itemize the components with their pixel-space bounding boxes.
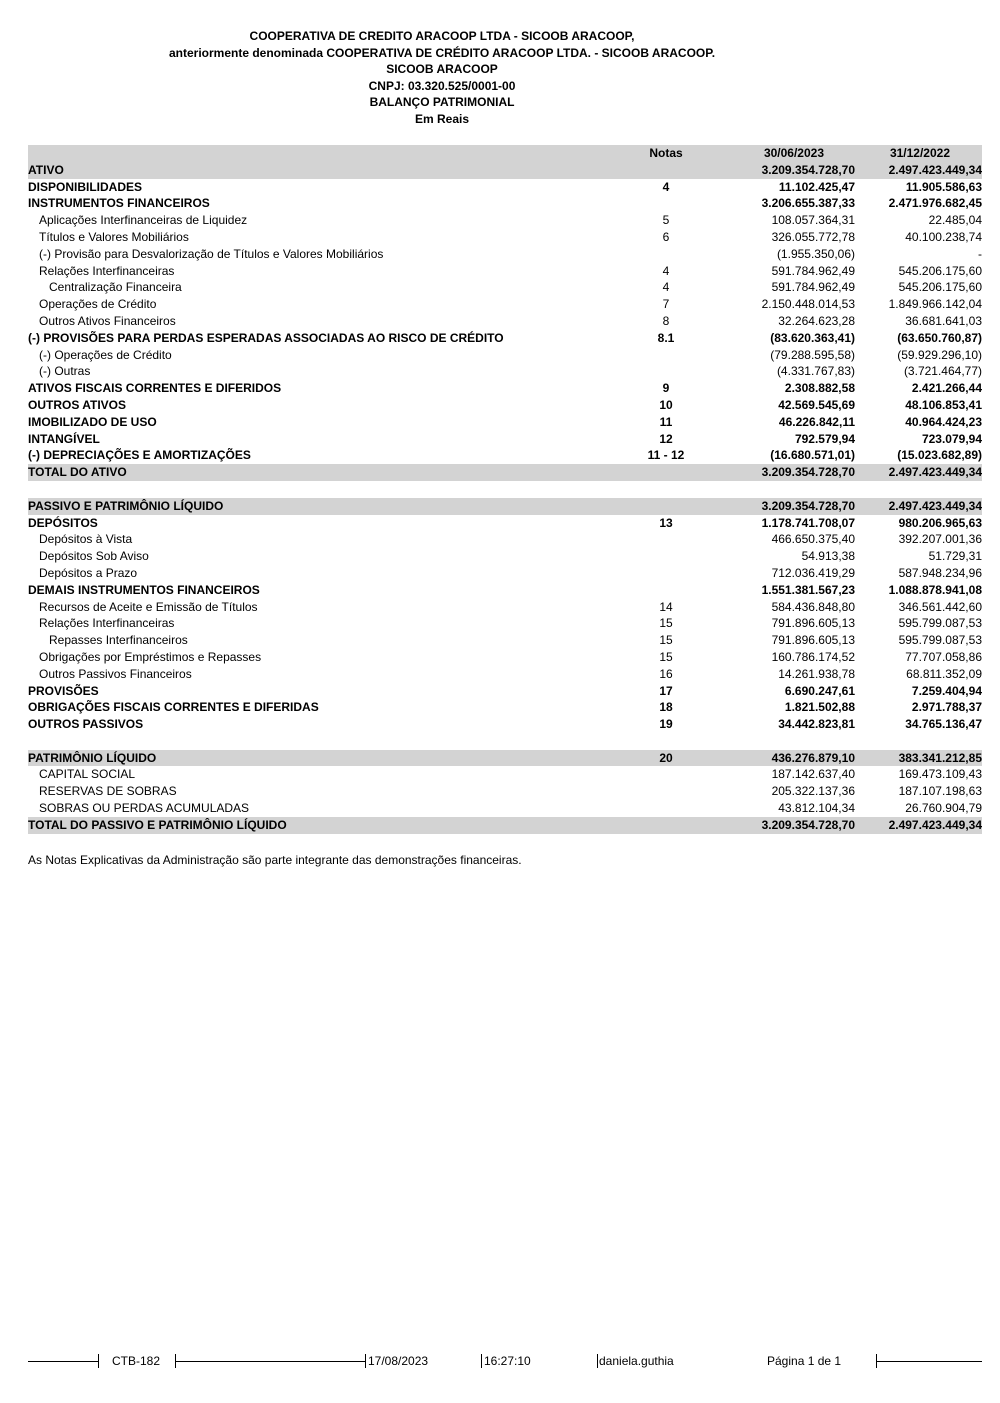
- row-label: DEMAIS INSTRUMENTOS FINANCEIROS: [28, 582, 260, 597]
- table-row: [28, 212, 982, 229]
- row-value-2022: 595.799.087,53: [898, 616, 982, 631]
- row-nota: 19: [659, 717, 673, 732]
- table-row: [28, 464, 982, 481]
- row-nota: 20: [659, 750, 673, 765]
- table-row: [28, 179, 982, 196]
- row-value-2022: 346.561.442,60: [898, 599, 982, 614]
- footer-divider: [98, 1354, 99, 1368]
- row-label: TOTAL DO PASSIVO E PATRIMÔNIO LÍQUIDO: [28, 817, 287, 832]
- row-value-2023: 1.178.741.708,07: [761, 515, 855, 530]
- short-name: SICOOB ARACOOP: [386, 62, 498, 76]
- row-value-2023: 3.209.354.728,70: [761, 162, 855, 177]
- row-nota: 11: [659, 414, 673, 429]
- table-row: [28, 431, 982, 448]
- row-label: Operações de Crédito: [39, 297, 157, 312]
- row-value-2022: 980.206.965,63: [898, 515, 982, 530]
- row-value-2023: (83.620.363,41): [770, 330, 855, 345]
- row-value-2022: 2.497.423.449,34: [888, 498, 982, 513]
- currency-unit: Em Reais: [414, 111, 470, 126]
- row-value-2022: 1.849.966.142,04: [888, 297, 982, 312]
- table-row: [28, 330, 982, 347]
- row-label: OUTROS PASSIVOS: [28, 717, 144, 732]
- row-nota: 4: [662, 263, 670, 278]
- row-value-2022: 723.079,94: [921, 431, 982, 446]
- row-value-2022: 2.421.266,44: [911, 381, 982, 396]
- table-row: [28, 347, 982, 364]
- table-row: [28, 229, 982, 246]
- row-value-2022: (3.721.464,77): [903, 364, 982, 379]
- row-value-2022: 383.341.212,85: [898, 750, 982, 765]
- row-value-2023: 3.206.655.387,33: [761, 196, 855, 211]
- row-value-2022: 169.473.109,43: [898, 767, 982, 782]
- row-value-2023: 792.579,94: [794, 431, 855, 446]
- row-label: INTANGÍVEL: [28, 431, 100, 446]
- row-label: PROVISÕES: [28, 683, 99, 698]
- row-label: Títulos e Valores Mobiliários: [39, 229, 189, 244]
- table-row: [28, 195, 982, 212]
- footer-rule: [876, 1361, 982, 1362]
- row-value-2022: 2.971.788,37: [911, 700, 982, 715]
- row-value-2022: (15.023.682,89): [897, 448, 982, 463]
- row-value-2023: 2.150.448.014,53: [761, 297, 855, 312]
- row-nota: 12: [659, 431, 673, 446]
- row-value-2022: 2.471.976.682,45: [888, 196, 982, 211]
- table-row: [28, 800, 982, 817]
- row-nota: 15: [659, 633, 673, 648]
- table-row: [28, 313, 982, 330]
- col-header-2023: 30/06/2023: [763, 146, 824, 160]
- row-value-2022: -: [978, 246, 982, 261]
- row-value-2023: (4.331.767,83): [776, 364, 855, 379]
- table-row: [28, 699, 982, 716]
- row-value-2022: 77.707.058,86: [905, 649, 982, 664]
- row-value-2023: (79.288.595,58): [770, 347, 855, 362]
- table-header: [28, 145, 982, 162]
- row-value-2022: 34.765.136,47: [905, 717, 982, 732]
- table-row: [28, 683, 982, 700]
- table-row: [28, 279, 982, 296]
- col-header-notas: Notas: [649, 146, 683, 160]
- row-nota: 10: [659, 397, 673, 412]
- row-value-2023: 205.322.137,36: [771, 784, 855, 799]
- footer-time: 16:27:10: [484, 1354, 531, 1368]
- row-value-2023: 3.209.354.728,70: [761, 817, 855, 832]
- row-value-2023: 3.209.354.728,70: [761, 498, 855, 513]
- row-value-2023: 466.650.375,40: [771, 532, 855, 547]
- row-nota: 17: [659, 683, 673, 698]
- row-nota: 7: [662, 297, 670, 312]
- row-label: Depósitos à Vista: [39, 532, 133, 547]
- row-value-2022: 545.206.175,60: [898, 280, 982, 295]
- table-row: [28, 397, 982, 414]
- row-label: (-) Operações de Crédito: [39, 347, 172, 362]
- row-value-2022: 545.206.175,60: [898, 263, 982, 278]
- table-row: [28, 498, 982, 515]
- table-row: [28, 246, 982, 263]
- row-nota: 9: [662, 381, 670, 396]
- row-label: RESERVAS DE SOBRAS: [39, 784, 177, 799]
- row-value-2022: 26.760.904,79: [905, 801, 982, 816]
- footer-rule: [28, 1361, 98, 1362]
- table-row: [28, 296, 982, 313]
- table-row: [28, 582, 982, 599]
- table-row: [28, 666, 982, 683]
- row-value-2023: 6.690.247,61: [784, 683, 855, 698]
- table-row: [28, 632, 982, 649]
- row-value-2023: (1.955.350,06): [776, 246, 855, 261]
- row-value-2023: 1.551.381.567,23: [761, 582, 855, 597]
- row-label: Obrigações por Empréstimos e Repasses: [39, 649, 262, 664]
- row-nota: 15: [659, 649, 673, 664]
- row-label: (-) Outras: [39, 364, 91, 379]
- row-value-2023: 187.142.637,40: [771, 767, 855, 782]
- table-row: [28, 599, 982, 616]
- footer-page: Página 1 de 1: [767, 1354, 842, 1368]
- row-value-2023: 791.896.605,13: [771, 616, 855, 631]
- row-value-2022: 2.497.423.449,34: [888, 162, 982, 177]
- table-row: [28, 716, 982, 733]
- row-label: Aplicações Interfinanceiras de Liquidez: [39, 213, 248, 228]
- table-row: [28, 380, 982, 397]
- row-nota: 8.1: [657, 330, 675, 345]
- footer-divider: [481, 1354, 482, 1368]
- footer-divider: [365, 1354, 366, 1368]
- row-nota: 15: [659, 616, 673, 631]
- table-row: [28, 565, 982, 582]
- table-row: [28, 783, 982, 800]
- table-row: [28, 817, 982, 834]
- row-value-2022: 68.811.352,09: [906, 666, 982, 681]
- row-label: Outros Ativos Financeiros: [39, 313, 176, 328]
- row-value-2022: 40.100.238,74: [905, 229, 982, 244]
- footer-divider: [597, 1354, 598, 1368]
- table-row: [28, 414, 982, 431]
- table-row: [28, 447, 982, 464]
- row-label: TOTAL DO ATIVO: [28, 465, 127, 480]
- row-nota: 14: [659, 599, 673, 614]
- table-row: [28, 263, 982, 280]
- row-label: Outros Passivos Financeiros: [39, 666, 192, 681]
- table-row: [28, 750, 982, 767]
- row-label: (-) Provisão para Desvalorização de Títulos e Valores Mobiliários: [39, 246, 384, 261]
- row-value-2023: 160.786.174,52: [771, 649, 855, 664]
- former-name: anteriormente denominada COOPERATIVA DE CRÉDITO ARACOOP LTDA. - SICOOB ARACOOP.: [168, 45, 716, 60]
- row-value-2022: 187.107.198,63: [898, 784, 982, 799]
- row-value-2023: 436.276.879,10: [771, 750, 855, 765]
- row-label: IMOBILIZADO DE USO: [28, 414, 157, 429]
- row-label: (-) PROVISÕES PARA PERDAS ESPERADAS ASSOCIADAS AO RISCO DE CRÉDITO: [28, 330, 504, 345]
- row-value-2023: 791.896.605,13: [771, 633, 855, 648]
- row-label: OBRIGAÇÕES FISCAIS CORRENTES E DIFERIDAS: [28, 700, 319, 715]
- row-label: Depósitos a Prazo: [39, 565, 138, 580]
- row-value-2022: 1.088.878.941,08: [888, 582, 982, 597]
- row-value-2023: 591.784.962,49: [771, 280, 855, 295]
- row-nota: 5: [662, 213, 670, 228]
- row-value-2023: 43.812.104,34: [778, 801, 855, 816]
- table-row: [28, 615, 982, 632]
- row-value-2022: 2.497.423.449,34: [888, 465, 982, 480]
- row-nota: 8: [662, 313, 670, 328]
- row-label: PATRIMÔNIO LÍQUIDO: [28, 750, 157, 765]
- row-value-2022: 36.681.641,03: [905, 313, 982, 328]
- row-label: Centralização Financeira: [49, 280, 182, 295]
- row-value-2022: 392.207.001,36: [898, 532, 982, 547]
- row-value-2023: 591.784.962,49: [771, 263, 855, 278]
- cnpj: CNPJ: 03.320.525/0001-00: [368, 78, 516, 93]
- row-nota: 13: [659, 515, 673, 530]
- row-label: PASSIVO E PATRIMÔNIO LÍQUIDO: [28, 498, 224, 513]
- row-value-2023: 2.308.882,58: [784, 381, 855, 396]
- row-value-2022: 587.948.234,96: [898, 565, 982, 580]
- footer-report-code: CTB-182: [112, 1354, 161, 1368]
- row-value-2023: 108.057.364,31: [771, 213, 855, 228]
- row-nota: 6: [662, 229, 670, 244]
- row-value-2022: 22.485,04: [928, 213, 982, 228]
- table-row: [28, 766, 982, 783]
- row-value-2022: 48.106.853,41: [905, 397, 982, 412]
- row-label: Repasses Interfinanceiros: [49, 633, 188, 648]
- row-label: SOBRAS OU PERDAS ACUMULADAS: [39, 801, 250, 816]
- footer-user: daniela.guthia: [599, 1354, 674, 1368]
- row-value-2023: 14.261.938,78: [778, 666, 855, 681]
- spacer-row: [28, 733, 982, 750]
- spacer-row: [28, 481, 982, 498]
- row-label: OUTROS ATIVOS: [28, 397, 127, 412]
- footer-rule: [175, 1361, 365, 1362]
- row-value-2023: 712.036.419,29: [771, 565, 855, 580]
- row-value-2022: 40.964.424,23: [905, 414, 982, 429]
- row-value-2022: 7.259.404,94: [911, 683, 982, 698]
- row-label: ATIVOS FISCAIS CORRENTES E DIFERIDOS: [28, 381, 282, 396]
- row-label: (-) DEPRECIAÇÕES E AMORTIZAÇÕES: [28, 448, 251, 463]
- table-row: [28, 363, 982, 380]
- row-label: INSTRUMENTOS FINANCEIROS: [28, 196, 210, 211]
- table-row: [28, 649, 982, 666]
- company-name: COOPERATIVA DE CREDITO ARACOOP LTDA - SICOOB ARACOOP,: [249, 29, 635, 43]
- explanatory-note: As Notas Explicativas da Administração são parte integrante das demonstrações financeiras.: [28, 853, 522, 867]
- table-row: [28, 515, 982, 532]
- row-value-2022: 51.729,31: [928, 549, 982, 564]
- row-value-2023: 326.055.772,78: [771, 229, 855, 244]
- row-label: CAPITAL SOCIAL: [39, 767, 136, 782]
- row-value-2022: 2.497.423.449,34: [888, 817, 982, 832]
- row-nota: 18: [659, 700, 673, 715]
- row-label: ATIVO: [28, 162, 64, 177]
- row-value-2022: 11.905.586,63: [905, 179, 982, 194]
- row-value-2023: 3.209.354.728,70: [761, 465, 855, 480]
- row-value-2023: 54.913,38: [801, 549, 855, 564]
- row-value-2022: (63.650.760,87): [897, 330, 982, 345]
- row-value-2023: 34.442.823,81: [778, 717, 855, 732]
- row-label: Relações Interfinanceiras: [39, 263, 175, 278]
- table-row: [28, 548, 982, 565]
- row-value-2023: 32.264.623,28: [778, 313, 855, 328]
- table-row: [28, 531, 982, 548]
- row-value-2023: 42.569.545,69: [778, 397, 855, 412]
- row-value-2023: 46.226.842,11: [778, 414, 855, 429]
- row-value-2022: 595.799.087,53: [898, 633, 982, 648]
- row-label: Relações Interfinanceiras: [39, 616, 175, 631]
- row-nota: 4: [662, 280, 670, 295]
- row-value-2023: 584.436.848,80: [771, 599, 855, 614]
- table-row: [28, 162, 982, 179]
- report-title: BALANÇO PATRIMONIAL: [369, 95, 515, 109]
- row-label: Depósitos Sob Aviso: [39, 549, 149, 564]
- row-value-2023: 11.102.425,47: [778, 179, 855, 194]
- row-label: Recursos de Aceite e Emissão de Títulos: [39, 599, 258, 614]
- row-nota: 16: [659, 666, 673, 681]
- row-nota: 11 - 12: [647, 448, 685, 463]
- row-value-2022: (59.929.296,10): [897, 347, 982, 362]
- row-nota: 4: [662, 179, 670, 194]
- footer-date: 17/08/2023: [368, 1354, 429, 1368]
- col-header-2022: 31/12/2022: [889, 146, 950, 160]
- row-label: DEPÓSITOS: [28, 515, 98, 530]
- row-label: DISPONIBILIDADES: [28, 179, 143, 194]
- row-value-2023: 1.821.502,88: [784, 700, 855, 715]
- row-value-2023: (16.680.571,01): [770, 448, 855, 463]
- balance-sheet-table: [28, 145, 982, 834]
